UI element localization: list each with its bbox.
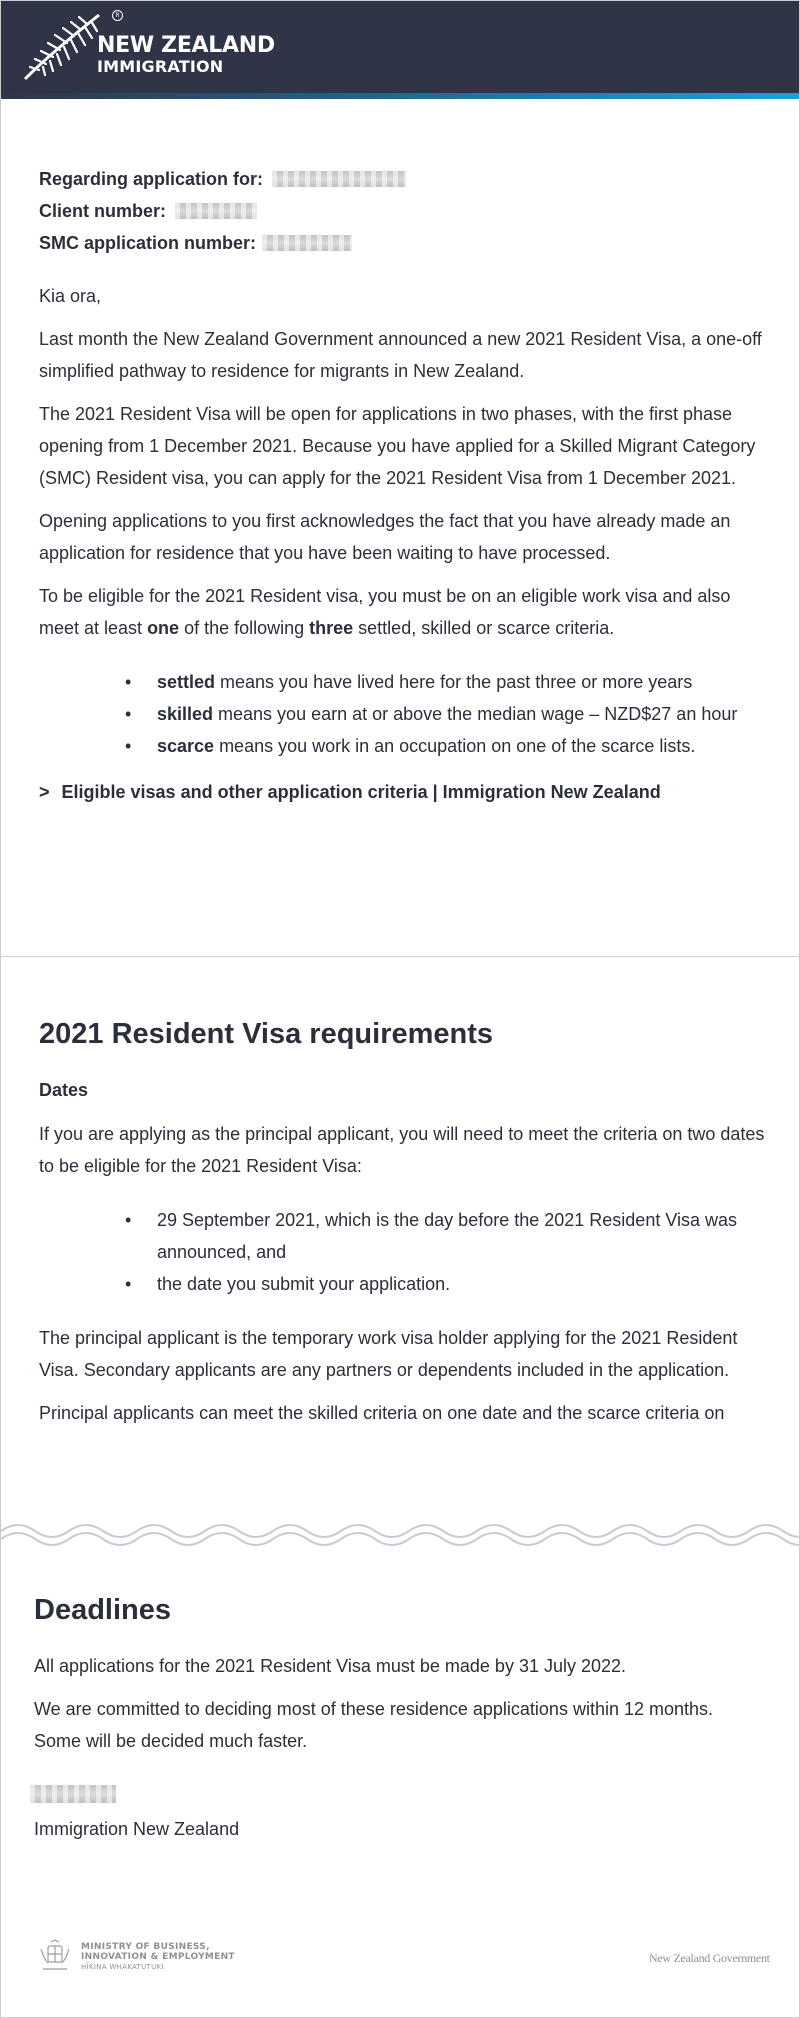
criteria-text: means you work in an occupation on one of the scarce lists.: [214, 736, 696, 756]
deadlines-section: [34, 1590, 764, 1845]
logo-line-2: IMMIGRATION: [97, 57, 224, 76]
eligibility-text-a: To be eligible for the 2021 Resident visa, you must be on an eligible work visa and also meet at least: [39, 586, 731, 638]
paragraph-principal-criteria: If you are applying as the principal applicant, you will need to meet the criteria on two dates to be eligible for the 2021 Resident Visa:: [39, 1124, 765, 1176]
smc-label: SMC application number: [39, 233, 251, 253]
paragraph-truncated: Principal applicants can meet the skilled criteria on one date and the scarce criteria on: [39, 1403, 725, 1423]
paragraph-deadline: All applications for the 2021 Resident Visa must be made by 31 July 2022.: [34, 1656, 627, 1676]
meta-smc: SMC application number:: [39, 227, 769, 259]
list-item: • the date you submit your application.: [157, 1268, 769, 1300]
redacted-application-name: [272, 171, 406, 187]
eligibility-one: one: [147, 618, 180, 638]
signature-redacted: [34, 1779, 764, 1811]
requirements-heading: 2021 Resident Visa requirements: [39, 1018, 494, 1050]
dates-subheading: Dates: [39, 1080, 89, 1100]
application-meta: [39, 163, 769, 259]
eligible-visas-link-text: Eligible visas and other application criteria | Immigration New Zealand: [61, 782, 661, 802]
paragraph-eligibility: [39, 580, 769, 644]
criteria-text: means you have lived here for the past three or more years: [215, 672, 693, 692]
meta-application: Regarding application for:: [39, 163, 769, 195]
paragraph-announcement: Last month the New Zealand Government announced a new 2021 Resident Visa, a one-off simplified pathway to residence for migrants in New Zealand.: [39, 329, 762, 381]
logo-line-1: NEW ZEALAND: [97, 33, 275, 58]
registered-mark: R: [112, 10, 123, 21]
list-item: • 29 September 2021, which is the day before the 2021 Resident Visa was announced, and: [157, 1204, 769, 1268]
mbie-line-2: INNOVATION & EMPLOYMENT: [81, 1952, 235, 1962]
redacted-smc-number: [262, 235, 352, 251]
mbie-line-3: HĪKINA WHAKATUTUKI: [81, 1963, 164, 1971]
torn-edge-divider: [1, 1517, 799, 1553]
paragraph-acknowledgement: Opening applications to you first acknowledges the fact that you have already made an application for residence that you have been waiting to have processed.: [39, 511, 731, 563]
requirements-section: [39, 1014, 769, 1429]
paragraph-applicants: The principal applicant is the temporary work visa holder applying for the 2021 Resident Visa. Secondary applicants are any partners or dependents included in the application.: [39, 1328, 738, 1380]
list-item: [157, 666, 769, 698]
eligibility-text-c: settled, skilled or scarce criteria.: [353, 618, 615, 638]
brand-logo-text: [97, 35, 275, 75]
meta-client: Client number:: [39, 195, 769, 227]
mbie-line-1: MINISTRY OF BUSINESS,: [81, 1942, 210, 1952]
list-item: [157, 730, 769, 762]
signoff-organisation: Immigration New Zealand: [34, 1819, 240, 1839]
application-label: Regarding application for: [39, 169, 258, 189]
criteria-list: [39, 666, 769, 762]
eligibility-three: three: [309, 618, 354, 638]
eligibility-text-b: of the following: [179, 618, 310, 638]
redacted-signatory-name: [30, 1785, 116, 1803]
eligible-visas-link[interactable]: [39, 776, 769, 808]
deadlines-heading: Deadlines: [34, 1594, 171, 1626]
paragraph-phases: The 2021 Resident Visa will be open for applications in two phases, with the first phase opening from 1 December 2021. Because you have applied for a Skilled Migrant Category (SMC) Resident visa, you can apply for the 2021 Resident Visa from 1 December 2021.: [39, 404, 756, 488]
criteria-term: skilled: [157, 704, 214, 724]
paragraph-commitment: We are committed to deciding most of these residence applications within 12 months. Some will be decided much faster.: [34, 1699, 714, 1751]
chevron-right-icon: >: [39, 782, 50, 802]
criteria-term: scarce: [157, 736, 215, 756]
criteria-term: settled: [157, 672, 216, 692]
greeting: Kia ora,: [39, 286, 102, 306]
dates-list: [39, 1204, 769, 1300]
redacted-client-number: [175, 203, 257, 219]
criteria-text: means you earn at or above the median wage – NZD$27 an hour: [213, 704, 738, 724]
silver-fern-icon: [21, 11, 103, 83]
header-banner: [1, 1, 799, 93]
coat-of-arms-icon: [37, 1939, 73, 1973]
client-label: Client number: [39, 201, 161, 221]
letter-body: [39, 280, 769, 808]
list-item: [157, 698, 769, 730]
nz-government-logo: New Zealand Government: [649, 1951, 770, 1965]
header-accent-strip: [1, 93, 799, 99]
section-divider: [1, 956, 799, 957]
